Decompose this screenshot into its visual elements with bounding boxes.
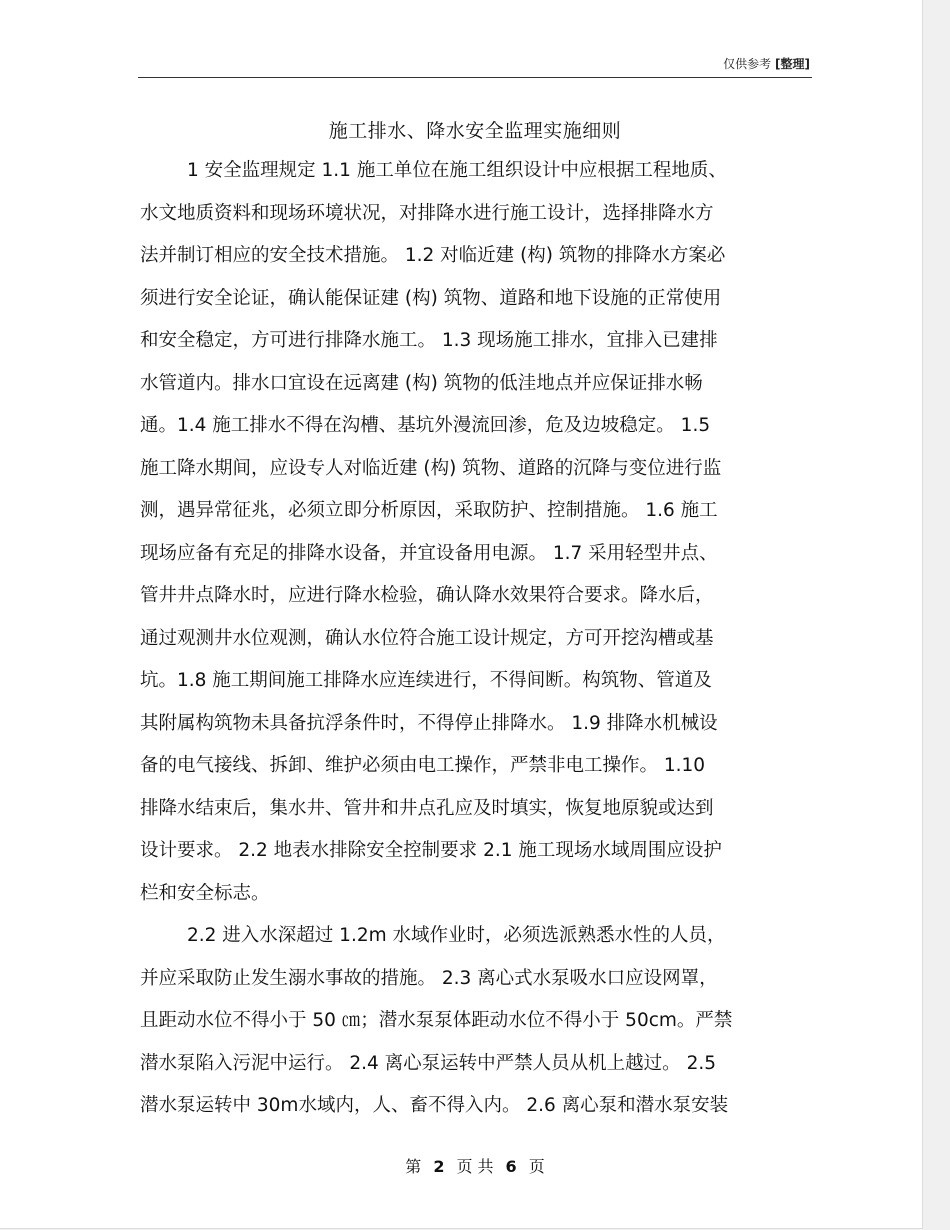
document-body bbox=[140, 150, 810, 1128]
body-line: 通。1.4 施工排水不得在沟槽、基坑外漫流回渗，危及边坡稳定。 1.5 bbox=[140, 415, 711, 436]
body-line: 测，遇异常征兆，必须立即分析原因，采取防护、控制措施。 1.6 施工 bbox=[140, 500, 718, 521]
header-rule bbox=[138, 77, 812, 78]
body-line: 和安全稳定，方可进行排降水施工。 1.3 现场施工排水，宜排入已建排 bbox=[140, 330, 718, 351]
body-line: 现场应备有充足的排降水设备，并宜设备用电源。 1.7 采用轻型井点、 bbox=[140, 542, 718, 564]
header-note bbox=[616, 55, 810, 72]
body-line: 2.2 进入水深超过 1.2m 水域作业时，必须选派熟悉水性的人员， bbox=[187, 925, 726, 946]
footer-total-pages: 6 bbox=[505, 1157, 517, 1176]
footer-suffix: 页 bbox=[528, 1157, 545, 1176]
body-line: 栏和安全标志。 bbox=[140, 882, 270, 904]
body-line: 须进行安全论证，确认能保证建 (构) 筑物、道路和地下设施的正常使用 bbox=[140, 287, 722, 309]
body-line: 潜水泵陷入污泥中运行。 2.4 离心泵运转中严禁人员从机上越过。 2.5 bbox=[140, 1052, 716, 1074]
body-line: 设计要求。 2.2 地表水排除安全控制要求 2.1 施工现场水域周围应设护 bbox=[140, 840, 722, 861]
body-line: 水管道内。排水口宜设在远离建 (构) 筑物的低洼地点并应保证排水畅 bbox=[140, 372, 703, 394]
body-line: 法并制订相应的安全技术措施。 1.2 对临近建 (构) 筑物的排降水方案必 bbox=[140, 245, 726, 266]
footer-prefix: 第 bbox=[405, 1157, 422, 1176]
body-line: 且距动水位不得小于 50 ㎝；潜水泵泵体距动水位不得小于 50cm。严禁 bbox=[140, 1010, 733, 1031]
body-line: 其附属构筑物未具备抗浮条件时，不得停止排降水。 1.9 排降水机械设 bbox=[140, 712, 718, 734]
body-line: 1 安全监理规定 1.1 施工单位在施工组织设计中应根据工程地质、 bbox=[187, 160, 727, 181]
body-line: 通过观测井水位观测，确认水位符合施工设计规定，方可开挖沟槽或基 bbox=[140, 627, 714, 649]
body-line: 施工降水期间，应设专人对临近建 (构) 筑物、道路的沉降与变位进行监 bbox=[140, 457, 722, 479]
body-line: 并应采取防止发生溺水事故的措施。 2.3 离心式水泵吸水口应设网罩， bbox=[140, 967, 718, 989]
body-line: 潜水泵运转中 30m水域内，人、畜不得入内。 2.6 离心泵和潜水泵安装 bbox=[140, 1095, 729, 1116]
header-note-bracket: [整理] bbox=[775, 57, 810, 71]
body-line: 坑。1.8 施工期间施工排降水应连续进行，不得间断。构筑物、管道及 bbox=[140, 670, 712, 691]
footer-mid: 页 共 bbox=[456, 1157, 494, 1176]
header-note-text: 仅供参考 bbox=[723, 57, 772, 71]
footer-page-number: 2 bbox=[433, 1157, 445, 1176]
body-line: 管井井点降水时，应进行降水检验，确认降水效果符合要求。降水后， bbox=[140, 585, 714, 606]
body-line: 水文地质资料和现场环境状况，对排降水进行施工设计，选择排降水方 bbox=[140, 202, 714, 224]
body-line: 备的电气接线、拆卸、维护必须由电工操作，严禁非电工操作。 1.10 bbox=[140, 755, 706, 776]
document-title: 施工排水、降水安全监理实施细则 bbox=[328, 120, 622, 142]
body-line: 排降水结束后，集水井、管井和井点孔应及时填实，恢复地原貌或达到 bbox=[140, 797, 714, 819]
page-footer bbox=[138, 1154, 812, 1177]
